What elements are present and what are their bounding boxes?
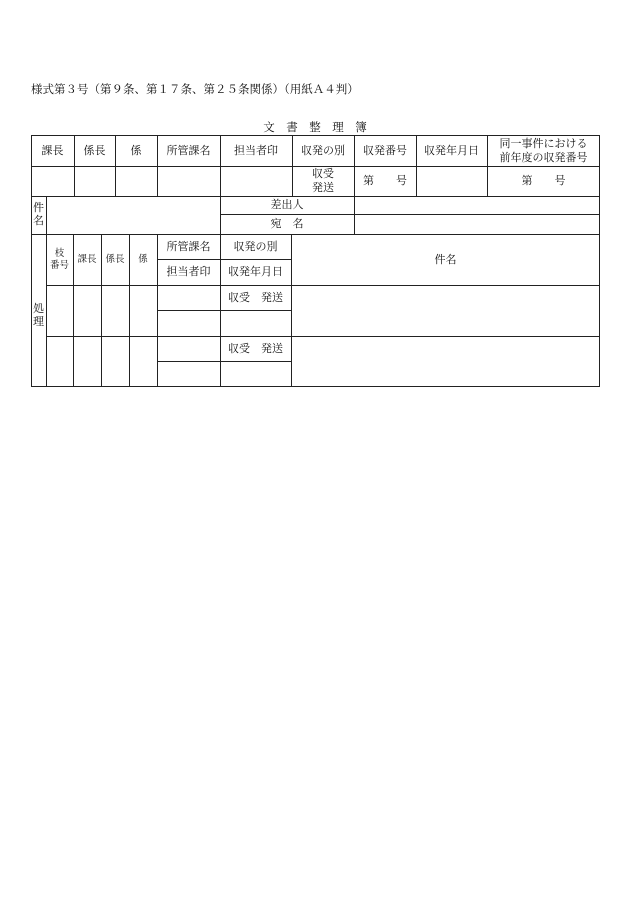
header-kakari: 係 — [130, 143, 142, 157]
header-shuhatsu-nengappi: 収発年月日 — [424, 143, 479, 157]
header-doitsu-jiken — [487, 135, 600, 166]
shuju-hasso-choice — [292, 166, 354, 196]
header-tantosha-in: 担当者印 — [234, 143, 278, 157]
shori-kacho-header: 課長 — [77, 253, 97, 265]
kenmei-label-top: 件 — [33, 201, 44, 215]
shori-label-top: 処 — [33, 302, 44, 316]
eda-line1: 枝 — [54, 247, 65, 259]
shuju-hasso-entry-2: 収受 発送 — [228, 341, 283, 355]
kenmei-side-label — [31, 196, 46, 234]
shori-tanto-header: 担当者印 — [166, 265, 211, 279]
shori-shokan-header: 所管課名 — [166, 239, 211, 253]
shori-shuhatsu-betsu-header: 収発の別 — [233, 239, 278, 253]
header-kacho: 課長 — [41, 143, 64, 157]
hasso-label: 発送 — [312, 181, 334, 194]
shori-kakari-header: 係 — [138, 253, 148, 265]
kenmei-label-bottom: 名 — [33, 214, 44, 227]
sashidashinin-label: 差出人 — [270, 198, 304, 212]
zennendo-bango-value: 第 号 — [521, 174, 566, 188]
header-doitsu-line1: 同一事件における — [499, 136, 588, 150]
eda-line2: 番号 — [49, 259, 69, 271]
header-shuhatsu-betsu: 収発の別 — [301, 143, 345, 157]
header-shuhatsu-bango: 収発番号 — [363, 143, 407, 157]
shuju-label: 収受 — [312, 167, 334, 181]
header-shokan-kamei: 所管課名 — [166, 143, 211, 157]
document-title: 文 書 整 理 簿 — [263, 120, 367, 134]
shuhatsu-bango-value: 第 号 — [363, 174, 407, 188]
shuju-hasso-entry-1: 収受 発送 — [228, 290, 283, 304]
shori-kenmei-header: 件名 — [434, 252, 457, 266]
atena-label: 宛 名 — [270, 217, 304, 231]
header-kakaricho: 係長 — [83, 143, 106, 157]
shori-kakaricho-header: 係長 — [105, 253, 125, 265]
shori-side-label — [31, 296, 46, 336]
shori-label-bottom: 理 — [33, 315, 44, 328]
shori-shuhatsu-nengappi-header: 収発年月日 — [228, 265, 283, 279]
form-caption: 様式第３号（第９条、第１７条、第２５条関係）（用紙Ａ４判） — [31, 82, 359, 96]
header-doitsu-line2: 前年度の収発番号 — [499, 150, 588, 164]
eda-bango-header — [46, 234, 73, 285]
